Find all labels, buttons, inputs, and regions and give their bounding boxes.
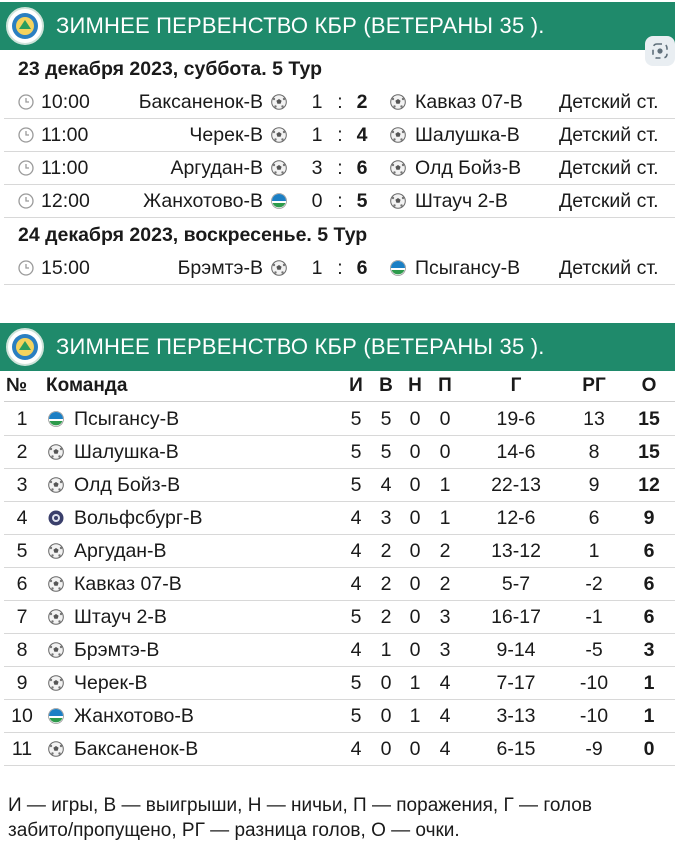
clock-icon: [18, 193, 34, 209]
match-row: [4, 152, 675, 185]
match-time: 11:00: [41, 124, 89, 146]
home-score: 1: [311, 124, 323, 146]
away-score: 4: [356, 124, 368, 146]
col-goal-diff: РГ: [582, 375, 606, 396]
standings-row: [4, 700, 675, 733]
match-venue: Детский ст.: [559, 124, 659, 146]
federation-logo-icon: [6, 7, 44, 45]
losses: 3: [439, 606, 451, 628]
points: 9: [643, 507, 655, 529]
standings-row: [4, 634, 675, 667]
draws: 0: [409, 408, 421, 430]
goals: 22-13: [491, 474, 541, 496]
match-time: 11:00: [41, 157, 89, 179]
wins: 5: [380, 441, 392, 463]
match-time: 15:00: [41, 257, 90, 279]
goal-difference: 9: [588, 474, 600, 496]
points: 12: [638, 474, 660, 496]
team-name: Аргудан-В: [74, 540, 167, 562]
goals: 13-12: [491, 540, 541, 562]
goals: 19-6: [496, 408, 536, 430]
away-team: Псыгансу-В: [415, 257, 521, 279]
dark-ball-icon: [48, 510, 64, 526]
standings-row: [4, 502, 675, 535]
wins: 2: [380, 573, 392, 595]
standings-row: [4, 601, 675, 634]
wins: 2: [380, 540, 392, 562]
col-num: №: [6, 375, 28, 396]
match-day-heading: 24 декабря 2023, воскресенье. 5 Тур: [18, 224, 368, 246]
clock-icon: [18, 260, 34, 276]
goal-difference: -1: [585, 606, 603, 628]
goal-difference: -10: [579, 705, 609, 727]
games-played: 4: [350, 573, 362, 595]
goal-difference: -2: [585, 573, 603, 595]
club-crest-icon: [390, 260, 406, 276]
position: 2: [16, 441, 28, 463]
col-games: И: [349, 375, 363, 396]
goals: 12-6: [496, 507, 536, 529]
ball-icon: [48, 444, 64, 460]
goal-difference: 1: [588, 540, 600, 562]
games-played: 5: [350, 408, 362, 430]
standings-header: [4, 372, 675, 402]
away-score: 2: [356, 91, 368, 113]
ball-icon: [48, 609, 64, 625]
ball-icon: [48, 675, 64, 691]
ball-icon: [48, 576, 64, 592]
standings-row: [4, 469, 675, 502]
position: 8: [16, 639, 28, 661]
ball-icon: [271, 94, 287, 110]
wins: 1: [380, 639, 392, 661]
team-name: Вольфсбург-В: [74, 507, 203, 529]
goals: 9-14: [496, 639, 536, 661]
goal-difference: 13: [583, 408, 605, 430]
match-row: [4, 86, 675, 119]
score-separator: :: [337, 91, 343, 113]
losses: 4: [439, 705, 451, 727]
team-name: Штауч 2-В: [74, 606, 167, 628]
score-separator: :: [337, 190, 343, 212]
goals: 16-17: [491, 606, 541, 628]
points: 3: [643, 639, 655, 661]
schedule-banner: [0, 2, 675, 50]
losses: 1: [439, 507, 451, 529]
team-name: Баксаненок-В: [74, 738, 199, 760]
score-separator: :: [337, 124, 343, 146]
away-team: Штауч 2-В: [415, 190, 508, 212]
position: 9: [16, 672, 28, 694]
col-points: О: [641, 375, 657, 396]
position: 5: [16, 540, 28, 562]
home-team: Жанхотово-В: [143, 190, 263, 212]
goals: 14-6: [496, 441, 536, 463]
points: 6: [643, 540, 655, 562]
goal-difference: 6: [588, 507, 600, 529]
team-name: Брэмтэ-В: [74, 639, 160, 661]
match-venue: Детский ст.: [559, 190, 659, 212]
position: 11: [11, 738, 33, 760]
away-team: Шалушка-В: [415, 124, 520, 146]
standings-row: [4, 733, 675, 766]
col-draws: Н: [408, 375, 422, 396]
visual-search-lens-icon[interactable]: [645, 36, 675, 66]
match-time: 12:00: [41, 190, 90, 212]
home-team: Брэмтэ-В: [177, 257, 263, 279]
score-separator: :: [337, 157, 343, 179]
points: 15: [638, 441, 660, 463]
goals: 6-15: [496, 738, 536, 760]
standings-title: ЗИМНЕЕ ПЕРВЕНСТВО КБР (ВЕТЕРАНЫ 35 ).: [56, 334, 545, 359]
match-row: [4, 252, 675, 285]
points: 1: [643, 705, 655, 727]
losses: 4: [439, 672, 451, 694]
home-team: Черек-В: [189, 124, 263, 146]
clock-icon: [18, 127, 34, 143]
games-played: 5: [350, 606, 362, 628]
ball-icon: [48, 642, 64, 658]
standings-legend: И — игры, В — выигрыши, Н — ничьи, П — поражения, Г — голов забито/пропущено, РГ — разница голов, О — очки.: [8, 795, 592, 841]
match-venue: Детский ст.: [559, 257, 659, 279]
col-goals: Г: [510, 375, 522, 396]
away-score: 6: [356, 157, 368, 179]
wins: 2: [380, 606, 392, 628]
games-played: 4: [350, 639, 362, 661]
ball-icon: [271, 127, 287, 143]
ball-icon: [390, 193, 406, 209]
away-score: 6: [356, 257, 368, 279]
losses: 3: [439, 639, 451, 661]
draws: 0: [409, 573, 421, 595]
home-team: Аргудан-В: [170, 157, 263, 179]
home-score: 1: [311, 257, 323, 279]
wins: 0: [380, 705, 392, 727]
position: 10: [11, 705, 33, 727]
ball-icon: [271, 160, 287, 176]
losses: 4: [439, 738, 451, 760]
ball-icon: [48, 543, 64, 559]
points: 1: [643, 672, 655, 694]
club-crest-icon: [48, 411, 64, 427]
standings-row: [4, 436, 675, 469]
draws: 0: [409, 639, 421, 661]
team-name: Псыгансу-В: [74, 408, 180, 430]
wins: 0: [380, 738, 392, 760]
games-played: 5: [350, 474, 362, 496]
games-played: 4: [350, 540, 362, 562]
match-row: [4, 185, 675, 218]
losses: 2: [439, 540, 451, 562]
losses: 2: [439, 573, 451, 595]
score-separator: :: [337, 257, 343, 279]
draws: 1: [409, 672, 421, 694]
standings-banner: [0, 323, 675, 371]
match-day-heading: 23 декабря 2023, суббота. 5 Тур: [18, 58, 323, 80]
goal-difference: 8: [588, 441, 600, 463]
goal-difference: -9: [585, 738, 603, 760]
losses: 0: [439, 441, 451, 463]
col-wins: В: [379, 375, 393, 396]
draws: 0: [409, 540, 421, 562]
club-crest-icon: [271, 193, 287, 209]
draws: 0: [409, 441, 421, 463]
match-row: [4, 119, 675, 152]
goals: 3-13: [496, 705, 536, 727]
goals: 5-7: [501, 573, 531, 595]
losses: 0: [439, 408, 451, 430]
away-team: Олд Бойз-В: [415, 157, 522, 179]
team-name: Шалушка-В: [74, 441, 179, 463]
draws: 0: [409, 738, 421, 760]
schedule-title: ЗИМНЕЕ ПЕРВЕНСТВО КБР (ВЕТЕРАНЫ 35 ).: [56, 13, 545, 38]
club-crest-icon: [48, 708, 64, 724]
home-team: Баксаненок-В: [138, 91, 263, 113]
match-venue: Детский ст.: [559, 157, 659, 179]
team-name: Жанхотово-В: [74, 705, 194, 727]
home-score: 0: [311, 190, 323, 212]
federation-logo-icon: [6, 328, 44, 366]
points: 0: [643, 738, 655, 760]
goal-difference: -10: [579, 672, 609, 694]
position: 6: [16, 573, 28, 595]
position: 1: [16, 408, 28, 430]
wins: 4: [380, 474, 392, 496]
team-name: Черек-В: [74, 672, 148, 694]
wins: 0: [380, 672, 392, 694]
col-team: Команда: [46, 375, 128, 396]
draws: 0: [409, 474, 421, 496]
goal-difference: -5: [585, 639, 603, 661]
draws: 1: [409, 705, 421, 727]
ball-icon: [48, 741, 64, 757]
losses: 1: [439, 474, 451, 496]
wins: 3: [380, 507, 392, 529]
ball-icon: [390, 127, 406, 143]
position: 7: [16, 606, 28, 628]
points: 6: [643, 573, 655, 595]
ball-icon: [390, 160, 406, 176]
games-played: 4: [350, 738, 362, 760]
match-venue: Детский ст.: [559, 91, 659, 113]
standings-row: [4, 403, 675, 436]
position: 3: [16, 474, 28, 496]
standings-row: [4, 667, 675, 700]
team-name: Олд Бойз-В: [74, 474, 181, 496]
position: 4: [16, 507, 28, 529]
away-score: 5: [356, 190, 368, 212]
standings-row: [4, 568, 675, 601]
team-name: Кавказ 07-В: [74, 573, 182, 595]
ball-icon: [390, 94, 406, 110]
clock-icon: [18, 160, 34, 176]
wins: 5: [380, 408, 392, 430]
match-time: 10:00: [41, 91, 90, 113]
goals: 7-17: [496, 672, 536, 694]
home-score: 3: [311, 157, 323, 179]
games-played: 5: [350, 705, 362, 727]
ball-icon: [271, 260, 287, 276]
clock-icon: [18, 94, 34, 110]
points: 6: [643, 606, 655, 628]
standings-row: [4, 535, 675, 568]
games-played: 5: [350, 441, 362, 463]
home-score: 1: [311, 91, 323, 113]
draws: 0: [409, 507, 421, 529]
games-played: 4: [350, 507, 362, 529]
games-played: 5: [350, 672, 362, 694]
points: 15: [638, 408, 660, 430]
ball-icon: [48, 477, 64, 493]
draws: 0: [409, 606, 421, 628]
away-team: Кавказ 07-В: [415, 91, 523, 113]
col-losses: П: [438, 375, 452, 396]
